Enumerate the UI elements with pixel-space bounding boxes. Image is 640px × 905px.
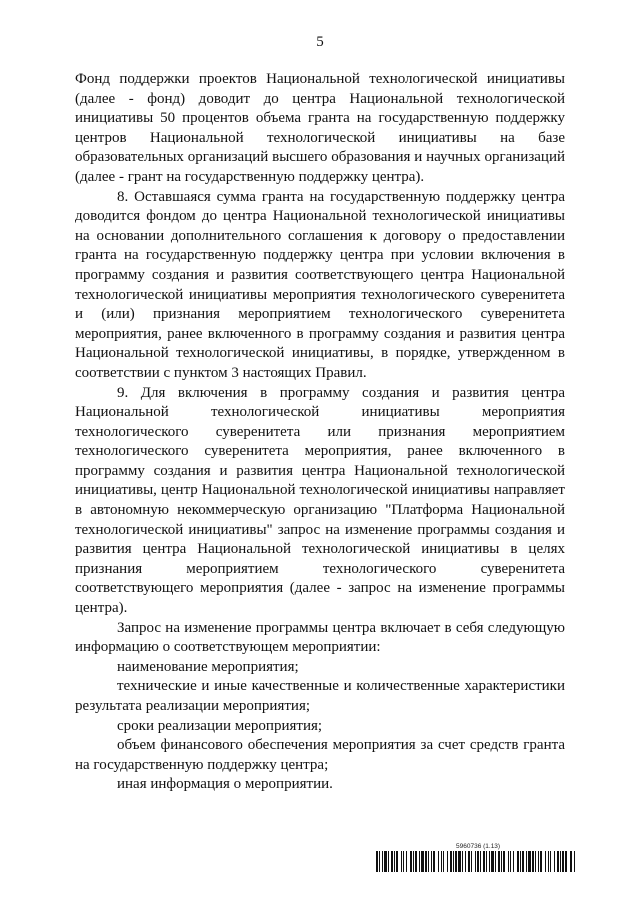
- paragraph-request-contents: Запрос на изменение программы центра включает в себя следующую информацию о соответствующем мероприятии:: [75, 619, 565, 656]
- paragraph-item-9: 9. Для включения в программу создания и развития центра Национальной технологической инициативы мероприятия технологического суверенитета или признания мероприятием технологического суверенитета мероприятия, ранее включенного в программу создания и развития центра Национальной технологической инициативы, центр Национальной технологической инициативы направляет в автономную некоммерческую организацию "Платформа Национальной технологической инициативы" запрос на изменение программы создания и развития центра Национальной технологической инициативы в целях признания мероприятием технологического суверенитета соответствующего мероприятия (далее - запрос на изменение программы центра).: [75, 384, 565, 617]
- barcode-icon: [376, 851, 567, 872]
- document-code: 5960736 (1.13): [456, 843, 501, 850]
- list-item-other-info: иная информация о мероприятии.: [117, 776, 333, 793]
- document-body: [75, 70, 565, 795]
- list-item-funding: объем финансового обеспечения мероприятия за счет средств гранта на государственную поддержку центра;: [75, 737, 565, 773]
- barcode-end-marker-icon: [570, 851, 576, 872]
- list-item-timeline: сроки реализации мероприятия;: [117, 717, 323, 734]
- paragraph-fund-transfer: Фонд поддержки проектов Национальной технологической инициативы (далее - фонд) доводит до центра Национальной технологической инициативы 50 процентов объема гранта на государственную поддержку центров Национальной технологической инициативы на базе образовательных организаций высшего образования и научных организаций (далее - грант на государственную поддержку центра).: [75, 71, 565, 185]
- list-item-name: наименование мероприятия;: [117, 658, 299, 675]
- paragraph-item-8: 8. Оставшаяся сумма гранта на государственную поддержку центра доводится фондом до центра Национальной технологической инициативы на основании дополнительного соглашения к договору о предоставлении гранта на государственную поддержку центра при условии включения в программу создания и развития соответствующего центра Национальной технологической инициативы мероприятия технологического суверенитета и (или) признания мероприятием технологического суверенитета мероприятия, ранее включенного в программу создания и развития центра Национальной технологической инициативы, в порядке, утвержденном в соответствии с пунктом 3 настоящих Правил.: [75, 188, 565, 381]
- list-item-characteristics: технические и иные качественные и количественные характеристики результата реализации мероприятия;: [75, 678, 565, 714]
- page-number: 5: [316, 34, 324, 50]
